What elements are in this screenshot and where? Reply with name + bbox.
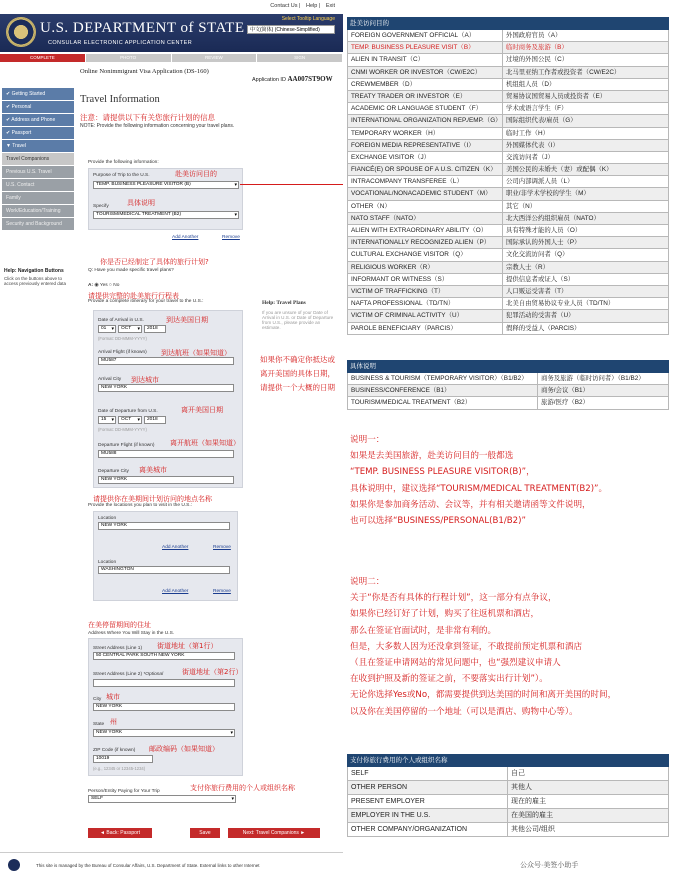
street1-cn: 街道地址（第1行） — [157, 642, 218, 650]
side-navigation — [2, 88, 74, 231]
city-label: City — [93, 697, 102, 702]
arrival-city-label: Arrival City — [98, 377, 122, 382]
site-header — [0, 14, 343, 52]
purpose-row-en: VICTIM OF CRIMINAL ACTIVITY（U） — [348, 310, 503, 321]
departure-day-select[interactable]: 15 ▾ — [98, 416, 116, 424]
purpose-row-cn: 文化交流访问者（Q） — [506, 251, 569, 259]
purpose-row-cn: 外国媒体代表（I） — [506, 141, 559, 149]
stay-cn: 在美停留期间的住址 — [88, 621, 151, 629]
state-seal-icon — [6, 17, 36, 47]
purpose-row-cn: 北大西洋公约组织雇员（NATO） — [506, 214, 600, 222]
purpose-row — [347, 249, 669, 261]
purpose-row — [347, 298, 669, 310]
purpose-pointer-line — [240, 184, 343, 185]
locations-cn: 请提供你在美期间计划访问的地点名称 — [93, 495, 212, 503]
itinerary-label: Provide a complete itinerary for your travel to the U.S.: — [88, 299, 204, 304]
purpose-row-en: TEMPORARY WORKER（H） — [348, 128, 503, 139]
purpose-row-cn: 美国公民的未婚夫（妻）或配偶（K） — [506, 166, 613, 174]
purpose-row-en: OTHER（N） — [348, 201, 503, 212]
specify-row-cn: 旅游/医疗（B2） — [541, 399, 589, 407]
arrival-day-select[interactable]: 01 ▾ — [98, 325, 116, 333]
zip-cn: 邮政编码（如果知道） — [149, 745, 219, 753]
note-one-line: “TEMP. BUSINESS PLEASURE VISITOR(B)”， — [350, 467, 535, 478]
payer-row — [347, 781, 669, 795]
payer-cn: 支付你旅行费用的个人或组织名称 — [190, 784, 295, 792]
purpose-row — [347, 128, 669, 140]
specify-row-cn: 商务及旅游（临时访问者）（B1/B2） — [541, 375, 645, 382]
step-sign: SIGN — [257, 54, 342, 62]
tooltip-language-label: Select Tooltip Language — [281, 16, 335, 22]
payer-select[interactable]: SELF ▾ — [88, 795, 236, 803]
purpose-row-cn: 学术或语言学生（F） — [506, 105, 568, 113]
purpose-row-cn: 宗教人士（R） — [506, 263, 549, 271]
purpose-row-en: VICTIM OF TRAFFICKING（T） — [348, 286, 503, 297]
purpose-row-en: INTRACOMPANY TRANSFEREE（L） — [348, 176, 503, 187]
step-complete: COMPLETE — [0, 54, 85, 62]
purpose-row-en: INTERNATIONALLY RECOGNIZED ALIEN（P） — [348, 237, 503, 248]
arrival-flight-input[interactable]: MU587 — [98, 357, 234, 365]
arrival-date-cn: 到达美国日期 — [166, 316, 208, 324]
purpose-row-cn: 犯罪活动的受害者（U） — [506, 312, 575, 320]
nav-security[interactable]: Security and Background — [2, 218, 74, 230]
ceac-title: CONSULAR ELECTRONIC APPLICATION CENTER — [48, 40, 193, 46]
state-label: State — [93, 722, 105, 727]
application-id — [252, 75, 333, 83]
main-content — [80, 90, 340, 129]
purpose-row-en: FIANCÉ(E) OR SPOUSE OF A U.S. CITIZEN（K） — [348, 164, 503, 175]
payer-row-cn: 在美国的雇主 — [511, 812, 553, 819]
departure-city-input[interactable]: NEW YORK — [98, 476, 234, 484]
purpose-row — [347, 79, 669, 91]
nav-address-phone[interactable]: ✔ Address and Phone — [2, 114, 74, 126]
payer-row-en: OTHER COMPANY/ORGANIZATION — [348, 823, 508, 836]
street1-input[interactable]: 50 CENTRAL PARK SOUTH NEW YORK — [93, 652, 235, 660]
purpose-row — [347, 237, 669, 249]
back-passport-button[interactable]: ◄ Back: Passport — [88, 828, 152, 838]
purpose-row-cn: 国际承认的外国人士（P） — [506, 239, 581, 247]
departure-date-format: (Format: DD-MMM-YYYY) — [98, 427, 147, 432]
purpose-row-cn: 其它（N） — [506, 202, 537, 210]
location1-label: Location — [98, 516, 117, 521]
nav-travel[interactable]: ▼ Travel — [2, 140, 74, 152]
purpose-row-cn: 临时商务及旅游（B） — [506, 44, 568, 52]
purpose-row — [347, 274, 669, 286]
nav-previous-travel[interactable]: Previous U.S. Travel — [2, 166, 74, 178]
exit-link[interactable]: Exit — [325, 3, 335, 9]
departure-flight-cn: 离开航班（如果知道） — [170, 439, 240, 447]
purpose-row — [347, 54, 669, 66]
note-two-line: 如果你已经订好了计划，购买了往返机票和酒店， — [350, 609, 540, 620]
purpose-row — [347, 225, 669, 237]
purpose-row-cn: 北马里亚纳工作者或投资者（CW/E2C） — [506, 68, 621, 76]
purpose-row-en: FOREIGN GOVERNMENT OFFICIAL（A） — [348, 30, 503, 41]
purpose-row-cn: 国际组织代表/雇员（G） — [506, 117, 577, 125]
note-two-line: 在收到护照及新的签证之前，不要落实出行计划”）。 — [350, 674, 548, 685]
arrival-city-input[interactable]: NEW YORK — [98, 384, 234, 392]
purpose-row-en: CREWMEMBER（D） — [348, 79, 503, 90]
note-en: NOTE: Provide the following information concerning your travel plans. — [80, 123, 235, 129]
note-two-line: 关于“你是否有具体的行程计划”，这一部分有点争议， — [350, 593, 557, 604]
purpose-row-cn: 北美自由贸易协议专业人员（TD/TN） — [506, 300, 615, 308]
specify-row — [347, 397, 669, 409]
language-select[interactable]: 中文(简体) (Chinese-Simplified) — [247, 25, 335, 34]
purpose-row-en: INTERNATIONAL ORGANIZATION REP./EMP.（G） — [348, 115, 503, 126]
progress-steps — [0, 54, 343, 62]
purpose-row-cn: 机组组人员（D） — [506, 80, 556, 88]
specify-row-en: BUSINESS & TOURISM（TEMPORARY VISITOR）（B1/B2） — [348, 373, 538, 384]
payer-row-en: EMPLOYER IN THE U.S. — [348, 809, 508, 822]
purpose-select[interactable]: TEMP. BUSINESS PLEASURE VISITOR (B) ▾ — [93, 181, 239, 189]
note-one-line: 说明一： — [350, 435, 385, 445]
arrival-month-select[interactable]: OCT ▾ — [118, 325, 142, 333]
purpose-row-en: CULTURAL EXCHANGE VISITOR（Q） — [348, 249, 503, 260]
note-two-line: 无论你选择Yes或No，都需要提供到达美国的时间和离开美国的时间， — [350, 690, 617, 701]
specify-table-header: 具体说明 — [347, 360, 669, 373]
note-one-line: 也可以选择“BUSINESS/PERSONAL(B1/B2)” — [350, 516, 526, 527]
provide-info-label: Provide the following information: — [88, 160, 159, 165]
plans-cn: 你是否已经制定了具体的旅行计划? — [100, 258, 209, 266]
zip-label: ZIP Code (if known) — [93, 748, 136, 753]
specify-select[interactable]: TOURISM/MEDICAL TREATMENT (B2) ▾ — [93, 211, 239, 219]
purpose-row — [347, 30, 669, 42]
help-nav-title: Help: Navigation Buttons — [4, 268, 64, 274]
note-one-line: 如果你是参加商务活动、会议等，并有相关邀请函等文件说明， — [350, 499, 591, 510]
note-two — [350, 574, 675, 720]
section-title: Travel Information — [80, 94, 160, 105]
arrival-date-label: Date of Arrival in U.S. — [98, 318, 144, 323]
purpose-row — [347, 201, 669, 213]
purpose-row-cn: 人口贩运受害者（T） — [506, 287, 568, 295]
form-title: Online Nonimmigrant Visa Application (DS-160) — [80, 68, 209, 75]
help-link[interactable]: Help — [306, 3, 318, 9]
next-travel-companions-button[interactable]: Next: Travel Companions ► — [228, 828, 320, 838]
purpose-cn: 赴美访问目的 — [175, 170, 217, 178]
purpose-row-en: ALIEN WITH EXTRAORDINARY ABILITY（O） — [348, 225, 503, 236]
purpose-row-cn: 外国政府官员（A） — [506, 32, 562, 39]
application-id-label: Application ID — [252, 77, 286, 83]
purpose-row-cn: 具有特殊才能的人员（O） — [506, 227, 582, 234]
purpose-table — [347, 17, 669, 335]
nav-travel-companions[interactable]: Travel Companions — [2, 153, 74, 165]
purpose-row-cn: 交流访问者（J） — [506, 153, 554, 161]
arrival-flight-cn: 到达航班（如果知道） — [161, 349, 231, 357]
footer-seal-icon — [8, 859, 20, 871]
add-location2-link[interactable]: Add Another — [162, 589, 189, 594]
top-links: Contact Us | Help | Exit — [270, 3, 335, 9]
help-navigation — [4, 268, 74, 286]
purpose-row — [347, 67, 669, 79]
help-nav-text: Click on the buttons above to access previously entered data — [4, 276, 67, 286]
payer-label: Person/Entity Paying for Your Trip — [88, 789, 160, 794]
payer-row-en: OTHER PERSON — [348, 781, 508, 794]
street1-label: Street Address (Line 1) — [93, 646, 143, 651]
payer-row — [347, 823, 669, 837]
save-button[interactable]: Save — [190, 828, 220, 838]
dept-title: U.S. DEPARTMENT of STATE — [40, 20, 245, 36]
purpose-row — [347, 164, 669, 176]
watermark: 公众号·美签小助手 — [520, 862, 579, 869]
purpose-row — [347, 176, 669, 188]
payer-row — [347, 795, 669, 809]
arrival-city-cn: 到达城市 — [131, 376, 159, 384]
note-two-line: 但是，大多数人因为还没拿到签证，不敢提前预定机票和酒店 — [350, 641, 583, 652]
purpose-row-en: VOCATIONAL/NONACADEMIC STUDENT（M） — [348, 188, 503, 199]
departure-flight-label: Departure Flight (if known) — [98, 443, 155, 448]
purpose-row-cn: 职业/非学术学校的学生（M） — [506, 190, 590, 198]
specify-row — [347, 385, 669, 397]
zip-input[interactable]: 10019 — [93, 755, 153, 763]
contact-us-link[interactable]: Contact Us — [270, 3, 298, 9]
no-label: No — [113, 283, 120, 288]
purpose-row — [347, 42, 669, 54]
plans-radio-group: A: ◉ Yes ○ No — [88, 283, 120, 288]
yes-radio-icon[interactable]: ◉ — [94, 283, 99, 288]
departure-city-cn: 离美城市 — [139, 466, 167, 474]
purpose-row — [347, 152, 669, 164]
payer-table — [347, 754, 669, 837]
purpose-row-en: INFORMANT OR WITNESS（S） — [348, 274, 503, 285]
payer-row-cn: 其他人 — [511, 784, 532, 791]
purpose-row-en: NAFTA PROFESSIONAL（TD/TN） — [348, 298, 503, 309]
specify-table — [347, 360, 669, 410]
locations-label: Provide the locations you plan to visit in the U.S.: — [88, 503, 192, 508]
purpose-row-cn: 公司内部调派人员（L） — [506, 178, 574, 186]
note-two-line: （且在签证申请网站的常见问题中，也“强烈建议申请人 — [350, 658, 561, 669]
arrival-flight-label: Arrival Flight (if known) — [98, 350, 147, 355]
note-one — [350, 432, 675, 529]
nav-family[interactable]: Family — [2, 192, 74, 204]
location2-input[interactable]: WASHINGTON — [98, 566, 230, 574]
remove-link[interactable]: Remove — [222, 235, 240, 240]
specify-row-en: BUSINESS/CONFERENCE（B1） — [348, 385, 538, 396]
footer-text: This site is managed by the Bureau of Consular Affairs, U.S. Department of State. External links to other Internet — [36, 863, 260, 868]
purpose-row — [347, 188, 669, 200]
purpose-row-en: ACADEMIC OR LANGUAGE STUDENT（F） — [348, 103, 503, 114]
zip-format: (e.g., 12345 or 12345-1234) — [93, 766, 146, 771]
city-input[interactable]: NEW YORK — [93, 703, 235, 711]
note-two-line: 那么在签证官面试时，是非常有利的。 — [350, 625, 497, 636]
street2-cn: 街道地址（第2行） — [182, 668, 243, 676]
add-location-link[interactable]: Add Another — [162, 545, 189, 550]
departure-month-select[interactable]: OCT ▾ — [118, 416, 142, 424]
purpose-row-en: FOREIGN MEDIA REPRESENTATIVE（I） — [348, 140, 503, 151]
street2-label: Street Address (Line 2) *Optional — [93, 672, 164, 677]
departure-date-label: Date of Departure from U.S. — [98, 409, 158, 414]
footer — [0, 852, 343, 871]
purpose-row — [347, 91, 669, 103]
payer-row-en: PRESENT EMPLOYER — [348, 795, 508, 808]
nav-getting-started[interactable]: ✔ Getting Started — [2, 88, 74, 100]
purpose-row — [347, 115, 669, 127]
specify-row-en: TOURISM/MEDICAL TREATMENT（B2） — [348, 397, 538, 408]
note-two-line: 以及你在美国停留的一个地址（可以是酒店、购物中心等）。 — [350, 706, 578, 717]
purpose-row-cn: 贸易协议国贸易人员或投资者（E） — [506, 92, 607, 100]
step-review: REVIEW — [172, 54, 257, 62]
purpose-row-cn: 临时工作（H） — [506, 129, 549, 137]
nav-passport[interactable]: ✔ Passport — [2, 127, 74, 139]
specify-cn: 具体说明 — [127, 199, 155, 207]
nav-us-contact[interactable]: U.S. Contact — [2, 179, 74, 191]
payer-row — [347, 767, 669, 781]
specify-label: Specify — [93, 204, 109, 209]
purpose-row-en: TEMP. BUSINESS PLEASURE VISIT（B） — [348, 42, 503, 53]
note-one-line: 如果是去美国旅游，赴美访问目的一般都选 — [350, 451, 514, 462]
purpose-label: Purpose of Trip to the U.S. — [93, 173, 150, 178]
state-cn: 州 — [110, 718, 117, 726]
location1-input[interactable]: NEW YORK — [98, 522, 230, 530]
payer-row-cn: 自己 — [511, 770, 525, 777]
purpose-row — [347, 323, 669, 335]
note-one-line: 具体说明中，建议选择“TOURISM/MEDICAL TREATMENT(B2)”。 — [350, 483, 608, 494]
specify-row — [347, 373, 669, 385]
purpose-row — [347, 103, 669, 115]
purpose-row-cn: 假释的受益人（PARCIS） — [506, 324, 581, 332]
arrival-year-input[interactable]: 2018 — [144, 325, 166, 333]
departure-year-input[interactable]: 2018 — [144, 416, 166, 424]
application-id-value: AA007ST9OW — [287, 75, 333, 83]
no-radio-icon[interactable]: ○ — [109, 283, 112, 288]
purpose-row-en: PAROLE BENEFICIARY（PARCIS） — [348, 323, 503, 334]
purpose-row — [347, 310, 669, 322]
payer-row — [347, 809, 669, 823]
purpose-row-cn: 提供信息者或证人（S） — [506, 275, 575, 283]
purpose-row-cn: 过境的外国公民（C） — [506, 56, 569, 64]
itinerary-cn: 请提供完整的赴美旅行行程表 — [88, 292, 179, 300]
payer-table-header: 支付你旅行费用的个人或组织名称 — [347, 754, 669, 767]
purpose-row-en: ALIEN IN TRANSIT（C） — [348, 54, 503, 65]
purpose-row — [347, 213, 669, 225]
stay-label: Address Where You Will Stay in the U.S. — [88, 631, 175, 636]
add-another-link[interactable]: Add Another — [172, 235, 199, 240]
note-cn: 注意：请提供以下有关您旅行计划的信息 — [80, 113, 215, 122]
purpose-row — [347, 140, 669, 152]
specify-row-cn: 商务/会议（B1） — [541, 387, 589, 395]
remove-location2-link[interactable]: Remove — [213, 589, 231, 594]
plans-question: Q: Have you made specific travel plans? — [88, 268, 174, 273]
payer-row-cn: 其他公司/组织 — [511, 826, 555, 833]
street2-input[interactable] — [93, 679, 235, 687]
purpose-row-en: EXCHANGE VISITOR（J） — [348, 152, 503, 163]
payer-row-cn: 现在的雇主 — [511, 798, 546, 805]
nav-work-education[interactable]: Work/Education/Training — [2, 205, 74, 217]
yes-label: Yes — [99, 283, 108, 288]
purpose-row — [347, 262, 669, 274]
city-cn: 城市 — [106, 693, 120, 701]
help-plans-text: If you are unsure of your Date of Arrival in U.S. or Date of Departure from U.S., please provide an estimate. — [262, 310, 334, 330]
purpose-row-en: TREATY TRADER OR INVESTOR（E） — [348, 91, 503, 102]
state-select[interactable]: NEW YORK ▾ — [93, 729, 235, 737]
departure-city-label: Departure City — [98, 469, 129, 474]
note-two-line: 说明二： — [350, 577, 385, 587]
departure-date-cn: 离开美国日期 — [181, 406, 223, 414]
remove-location-link[interactable]: Remove — [213, 545, 231, 550]
help-plans-title: Help: Travel Plans — [262, 300, 306, 306]
purpose-row-en: CNMI WORKER OR INVESTOR（CW/E2C） — [348, 67, 503, 78]
arrival-date-format: (Format: DD-MMM-YYYY) — [98, 336, 147, 341]
purpose-row — [347, 286, 669, 298]
location2-label: Location — [98, 560, 117, 565]
payer-row-en: SELF — [348, 767, 508, 780]
purpose-table-header: 赴美访问目的 — [347, 17, 669, 30]
help-plans-cn: 如果你不确定你抵达或离开美国的具体日期，请提供一个大概的日期 — [260, 355, 335, 392]
departure-flight-input[interactable]: MU588 — [98, 450, 234, 458]
step-photo: PHOTO — [86, 54, 171, 62]
help-travel-plans — [262, 300, 336, 330]
purpose-row-en: NATO STAFF（NATO） — [348, 213, 503, 224]
nav-personal[interactable]: ✔ Personal — [2, 101, 74, 113]
purpose-row-en: RELIGIOUS WORKER（R） — [348, 262, 503, 273]
